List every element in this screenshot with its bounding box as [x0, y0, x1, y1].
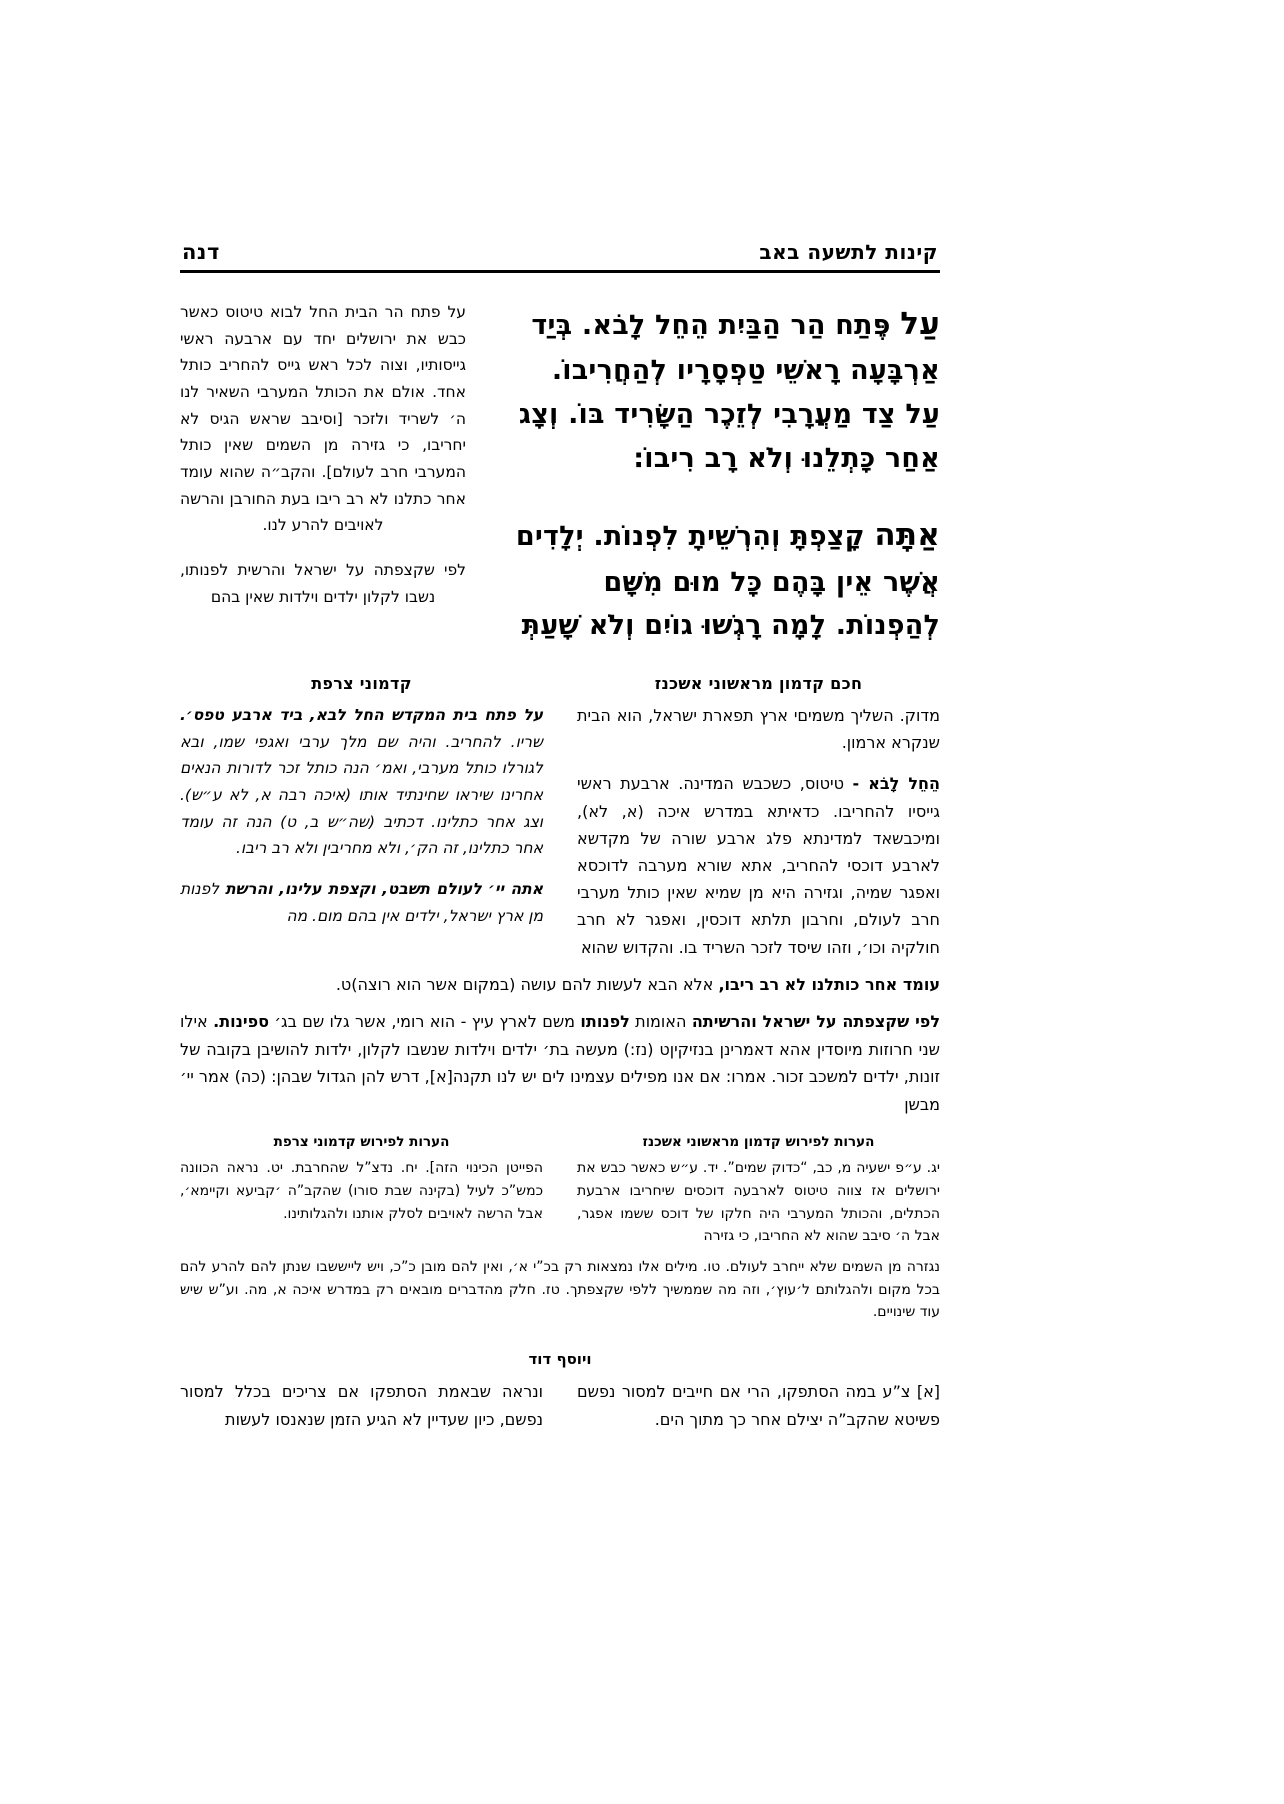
bottom-column-right	[577, 1378, 940, 1433]
poem-line-text: פֶּתַח הַר הַבַּיִת הֵחֵל לָבֹא. בְּיַד	[531, 310, 901, 341]
notes-full-width: נגזרה מן השמים שלא ייחרב לעולם. טו. מילים אלו נמצאות רק בכ”י א׳, ואין להם מובן כ”כ, ויש לייששבו שנתן להם להרע להם בכל מקום ולהגלותם ל׳עוץ׳, וזה מה שממשיך ללפי שקצפתך. טז. חלק מהדברים מובאים רק במדרש איכה א, מה. וע”ש שיש עוד שינויים.	[180, 1259, 940, 1321]
folio-number: דנה	[182, 240, 220, 264]
poem-text	[490, 299, 940, 648]
bottom-commentary	[180, 1350, 940, 1433]
poem-and-gloss	[180, 299, 940, 648]
lemma: לפנותו	[580, 1012, 630, 1032]
poem-line-text: קָצַפְתָּ וְהִרְשֵׁיתָ לִפְנוֹת. יְלָדִים	[515, 521, 875, 553]
commentary-right-heading: חכם קדמון מראשוני אשכנז	[654, 674, 863, 694]
poem-stanza-2	[490, 510, 940, 648]
continuation-text: אילו שני חרוזות מיוסדין אהא דאמרינן בנזיקיןט (נז:) מעשה בת׳ ילדים וילדות שנשבו לקלון, ילדות להושיבן בקובה של זונות, ילדים למשכב זכור. אמרו: אם אנו מפילים עצמינו לים יש לנו תקנה[א], דרש להן הגדול שבהן: (כה) אמר יי׳ מבשן	[180, 1012, 940, 1114]
poem-line	[490, 510, 940, 560]
notes-left	[180, 1134, 543, 1248]
gloss-paragraph: לפי שקצפתה על ישראל והרשית לפנותו, נשבו לקלון ילדים וילדות שאין בהם	[180, 560, 466, 606]
lemma: עומד אחר כותלנו לא רב ריבו,	[718, 974, 940, 994]
continuation-text: האומות	[629, 1012, 692, 1032]
commentary-text: שריו. להחריב. והיה שם מלך ערבי ואגפי שמו, ובא לגורלו כותל מערבי, ואמ׳ הנה כותל זכר לדורות הנאים אחרינו שיראו שחינתיד אותו (איכה רבה א, לא ע״ש). וצג אחר כתלינו. דכתיב (שה״ש ב, ט) הנה זה עומד אחר כתלינו, זה הק׳, ולא מחריבין ולא רב ריבו.	[180, 732, 543, 858]
commentary-right	[577, 674, 940, 961]
commentary-text: לפנות מן ארץ ישראל, ילדים אין בהם מום. מה	[180, 880, 543, 925]
full-width-continuation	[180, 971, 940, 1119]
stanza-initial-word: אַתָּה	[874, 517, 940, 554]
poem-line: אֲשֶׁר אֵין בָּהֶם כָּל מוּם מִשָּׁם	[603, 566, 940, 598]
notes-left-body: הפייטן הכינוי הזה]. יח. נדצ”ל שהחרבת. יט. נראה הכוונה כמש”כ לעיל (בקינה שבת סורו) שהקב”ה ׳קביעא וקיימא׳, אבל הרשה לאויבים לסלק אותנו ולהגלותינו.	[180, 1160, 543, 1222]
notes-right-heading: הערות לפירוש קדמון מראשוני אשכנז	[642, 1134, 875, 1151]
continuation-paragraph	[180, 1008, 940, 1118]
poem-line: אַרְבָּעָה רָאשֵׁי טַפְסָרָיו לְהַחֲרִיבוֹ.	[551, 355, 940, 387]
lemma: לפי שקצפתה על ישראל והרשיתה	[691, 1012, 941, 1032]
commentary-left-heading: קדמוני צרפת	[311, 674, 412, 694]
lemma: הֵחֵל לָבֹא -	[852, 774, 941, 794]
continuation-text: אלא הבא לעשות להם עושה (במקום אשר הוא רוצה)ט.	[335, 974, 719, 994]
commentary-paragraph: מדוק. השליך משמיםי ארץ תפארת ישראל, הוא הבית שנקרא ארמון.	[577, 706, 940, 753]
commentary-text: טיטוס, כשכבש המדינה. ארבעת ראשי גייסיו להחריבו. כדאיתא במדרש איכה (א, לא), ומיכבשאד למדינתא פלג ארבע שורה של מקדשא לארבע דוכסי להחריב, אתא שורא מערבה לדוכסא ואפגר שמיה, וגזירה היא מן שמיא שאין כותל מערבי חרב לעולם, וחרבון תלתא דוכסין, ואפגר לא חרב חולקיה וכו׳, וזהו שיסד לזכר השריד בו. והקדוש שהוא	[577, 774, 940, 957]
gloss-paragraph: על פתח הר הבית החל לבוא טיטוס כאשר כבש את ירושלים יחד עם ארבעה ראשי גייסותיו, וצוה לכל ראש גייס להחריב כותל אחד. אולם את הכותל המערבי השאיר לנו ה׳ לשריד ולזכר [וסיבב שראש הגיס לא יחריבו, כי גזירה מן השמים שאין כותל המערבי חרב לעולם]. והקב״ה שהוא עומד אחר כתלנו לא רב ריבו בעת החורבן והרשה לאויבים להרע לנו.	[180, 303, 466, 535]
poem-stanza-1	[490, 299, 940, 480]
commentary-paragraph	[180, 876, 543, 929]
stanza-initial-word: עַל	[900, 306, 940, 342]
notes-columns	[180, 1134, 940, 1248]
running-head-title: קינות לתשעה באב	[759, 240, 938, 264]
bottom-commentary-heading: ויוסף דוד	[528, 1350, 592, 1369]
poem-line: אַחַר כָּתְלֵנוּ וְלֹא רָב רִיבוֹ:	[633, 442, 940, 474]
lemma: אתה יי׳ לעולם תשבט, וקצפת עלינו, והרשת	[225, 880, 543, 899]
side-gloss	[180, 299, 466, 610]
commentary-paragraph	[577, 770, 940, 960]
lemma: ספינות.	[213, 1012, 269, 1032]
bottom-commentary-columns	[180, 1378, 940, 1433]
notes-right-body: יג. ע״פ ישעיה מ, כב, “כדוק שמים”. יד. ע״ש כאשר כבש את ירושלים אז צווה טיטוס לארבעה דוכסים שיחריבו ארבעת הכתלים, והכותל המערבי היה חלקו של דוכס ששמו אפגר, אבל ה׳ סיבב שהוא לא החריבו, כי גזירה	[577, 1160, 940, 1245]
commentary-left	[180, 674, 543, 961]
commentary-columns	[180, 674, 940, 961]
commentary-left-body	[180, 702, 543, 929]
bottom-text: [א] צ”ע במה הסתפקו, הרי אם חייבים למסור נפשם פשיטא שהקב”ה יצילם אחר כך מתוך הים.	[577, 1382, 940, 1429]
commentary-right-body	[577, 702, 940, 961]
bottom-text: ונראה שבאמת הסתפקו אם צריכים בכלל למסור נפשם, כיון שעדיין לא הגיע הזמן שנאנסו לעשות	[180, 1382, 543, 1429]
header-rule	[180, 270, 940, 273]
notes-left-heading: הערות לפירוש קדמוני צרפת	[273, 1134, 450, 1151]
lemma: על פתח בית המקדש החל לבא, ביד ארבע טפס׳.	[180, 706, 543, 725]
continuation-paragraph	[180, 971, 940, 999]
poem-line: עַל צַד מַעֲרָבִי לְזֵכֶר הַשָּׂרִיד בּוֹ. וְצָג	[518, 398, 940, 430]
bottom-column-left	[180, 1378, 543, 1433]
commentary-paragraph	[180, 702, 543, 862]
poem-line	[490, 299, 940, 349]
notes-right	[577, 1134, 940, 1248]
continuation-text: משם לארץ עיץ - הוא רומי, אשר גלו שם בג׳	[268, 1012, 581, 1032]
poem-line: לְהַפְנוֹת. לָמָה רָגְשׁוּ גוֹיִם וְלֹא שָׁעַתְּ	[521, 610, 940, 642]
running-head	[180, 240, 940, 270]
